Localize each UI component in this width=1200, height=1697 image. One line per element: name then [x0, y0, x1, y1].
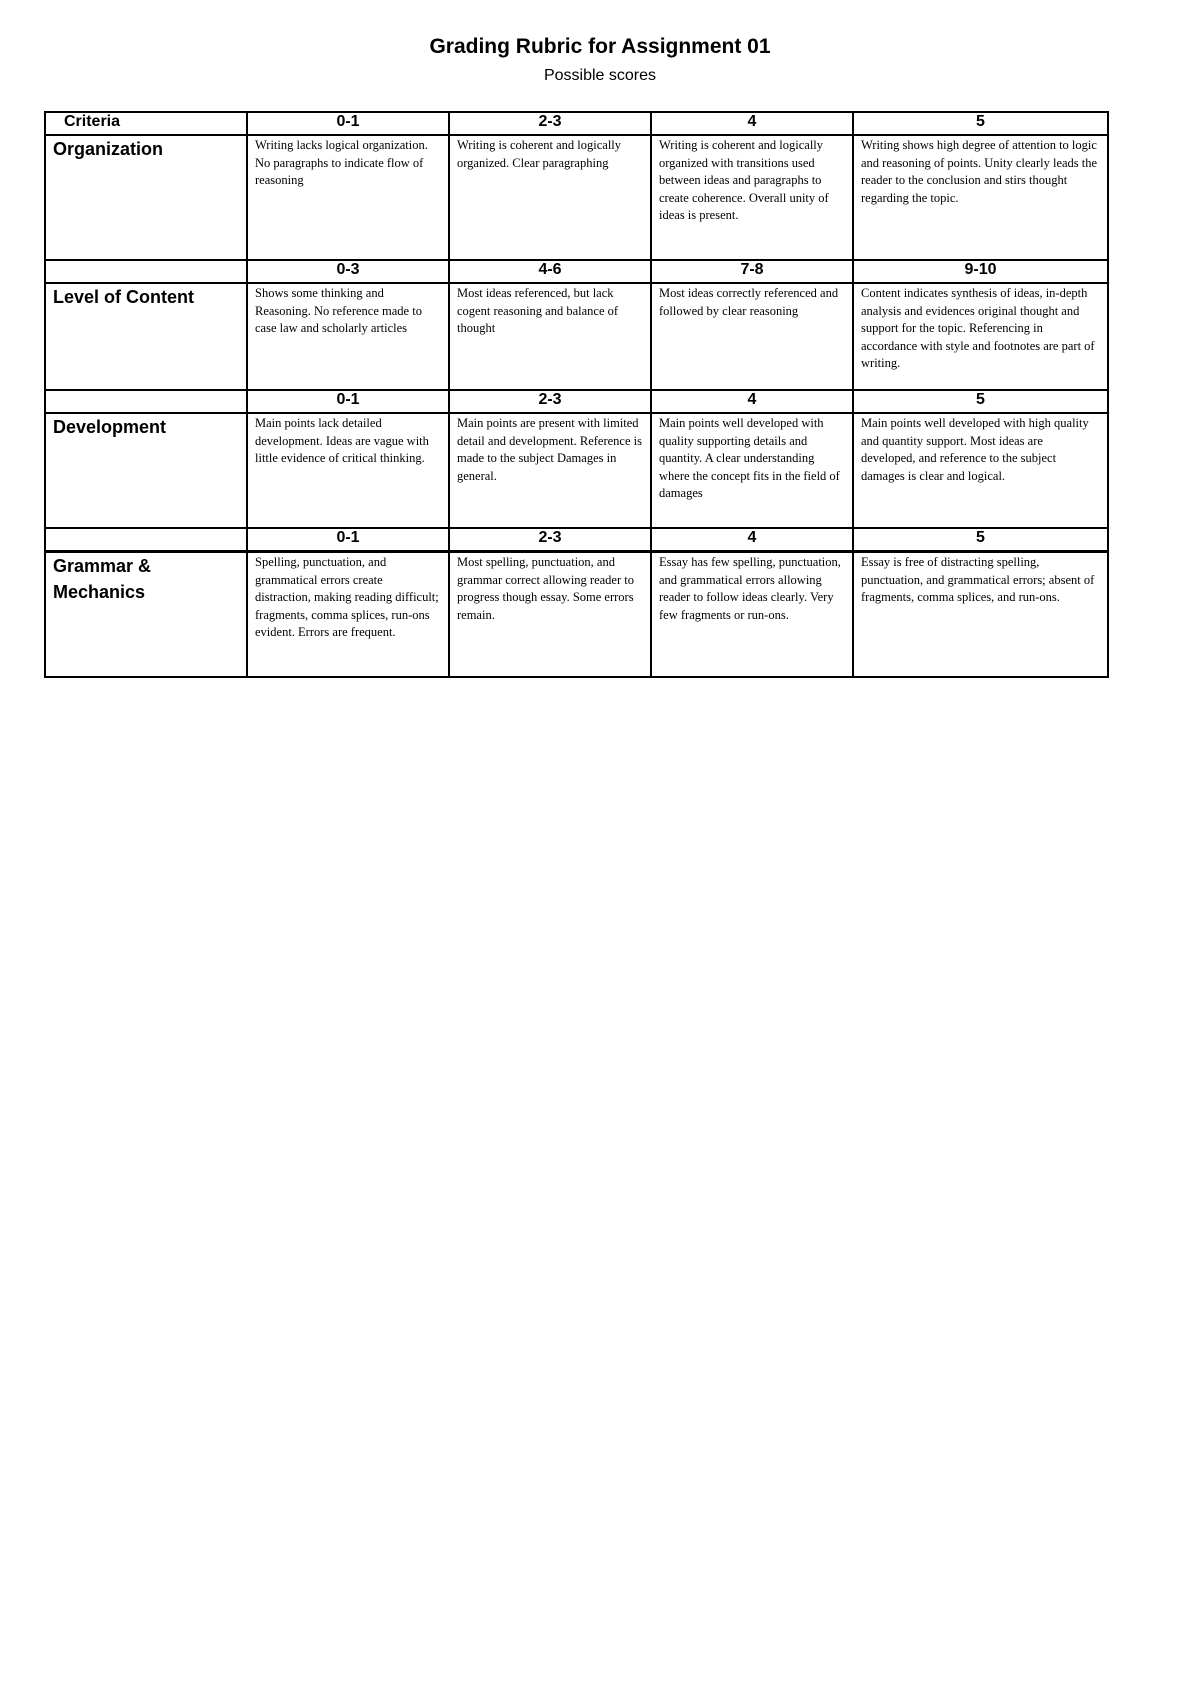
score-label: 0-1 [247, 390, 449, 413]
empty-cell [45, 528, 247, 552]
page-title: Grading Rubric for Assignment 01 [429, 35, 771, 58]
score-label: 5 [853, 390, 1108, 413]
empty-cell [45, 260, 247, 283]
criterion-name: Organization [45, 135, 247, 260]
score-label: 2-3 [449, 528, 651, 552]
score-description: Shows some thinking and Reasoning. No reference made to case law and scholarly articles [247, 283, 449, 390]
criterion-row-organization [45, 135, 1108, 260]
criterion-name: Development [45, 413, 247, 528]
rubric-table [44, 111, 1109, 678]
score-label: 0-1 [247, 112, 449, 135]
score-description: Main points are present with limited detail and development. Reference is made to the subject Damages in general. [449, 413, 651, 528]
score-description: Most ideas correctly referenced and followed by clear reasoning [651, 283, 853, 390]
score-description: Essay has few spelling, punctuation, and grammatical errors allowing reader to follow ideas clearly. Very few fragments or run-ons. [651, 552, 853, 678]
score-label: 4 [651, 112, 853, 135]
score-description: Spelling, punctuation, and grammatical errors create distraction, making reading difficult; fragments, comma splices, run-ons evident. Errors are frequent. [247, 552, 449, 678]
score-description: Main points lack detailed development. Ideas are vague with little evidence of critical thinking. [247, 413, 449, 528]
score-label: 5 [853, 112, 1108, 135]
score-description: Most ideas referenced, but lack cogent reasoning and balance of thought [449, 283, 651, 390]
score-label: 7-8 [651, 260, 853, 283]
score-label: 4 [651, 390, 853, 413]
criterion-name: Grammar & Mechanics [45, 552, 247, 678]
score-label: 9-10 [853, 260, 1108, 283]
score-description: Writing lacks logical organization. No paragraphs to indicate flow of reasoning [247, 135, 449, 260]
score-header-row [45, 112, 1108, 135]
score-label: 0-3 [247, 260, 449, 283]
score-header-row [45, 260, 1108, 283]
score-description: Writing is coherent and logically organized. Clear paragraphing [449, 135, 651, 260]
score-label: 4 [651, 528, 853, 552]
score-description: Content indicates synthesis of ideas, in-depth analysis and evidences original thought and support for the topic. Referencing in accordance with style and footnotes are part of writing. [853, 283, 1108, 390]
score-description: Writing shows high degree of attention to logic and reasoning of points. Unity clearly leads the reader to the conclusion and stirs thought regarding the topic. [853, 135, 1108, 260]
score-header-row [45, 528, 1108, 552]
score-description: Essay is free of distracting spelling, punctuation, and grammatical errors; absent of fragments, comma splices, and run-ons. [853, 552, 1108, 678]
criterion-row-grammar-mechanics [45, 552, 1108, 678]
score-label: 5 [853, 528, 1108, 552]
score-description: Writing is coherent and logically organized with transitions used between ideas and paragraphs to create coherence. Overall unity of ideas is present. [651, 135, 853, 260]
score-description: Main points well developed with high quality and quantity support. Most ideas are developed, and reference to the subject damages is clear and logical. [853, 413, 1108, 528]
score-description: Main points well developed with quality supporting details and quantity. A clear understanding where the concept fits in the field of damages [651, 413, 853, 528]
score-header-row [45, 390, 1108, 413]
score-label: 4-6 [449, 260, 651, 283]
score-label: 2-3 [449, 390, 651, 413]
score-description: Most spelling, punctuation, and grammar correct allowing reader to progress though essay. Some errors remain. [449, 552, 651, 678]
page-subtitle: Possible scores [543, 67, 657, 84]
empty-cell [45, 390, 247, 413]
criterion-row-level-of-content [45, 283, 1108, 390]
score-label: 2-3 [449, 112, 651, 135]
criteria-header: Criteria [45, 112, 247, 135]
criterion-row-development [45, 413, 1108, 528]
criterion-name: Level of Content [45, 283, 247, 390]
score-label: 0-1 [247, 528, 449, 552]
